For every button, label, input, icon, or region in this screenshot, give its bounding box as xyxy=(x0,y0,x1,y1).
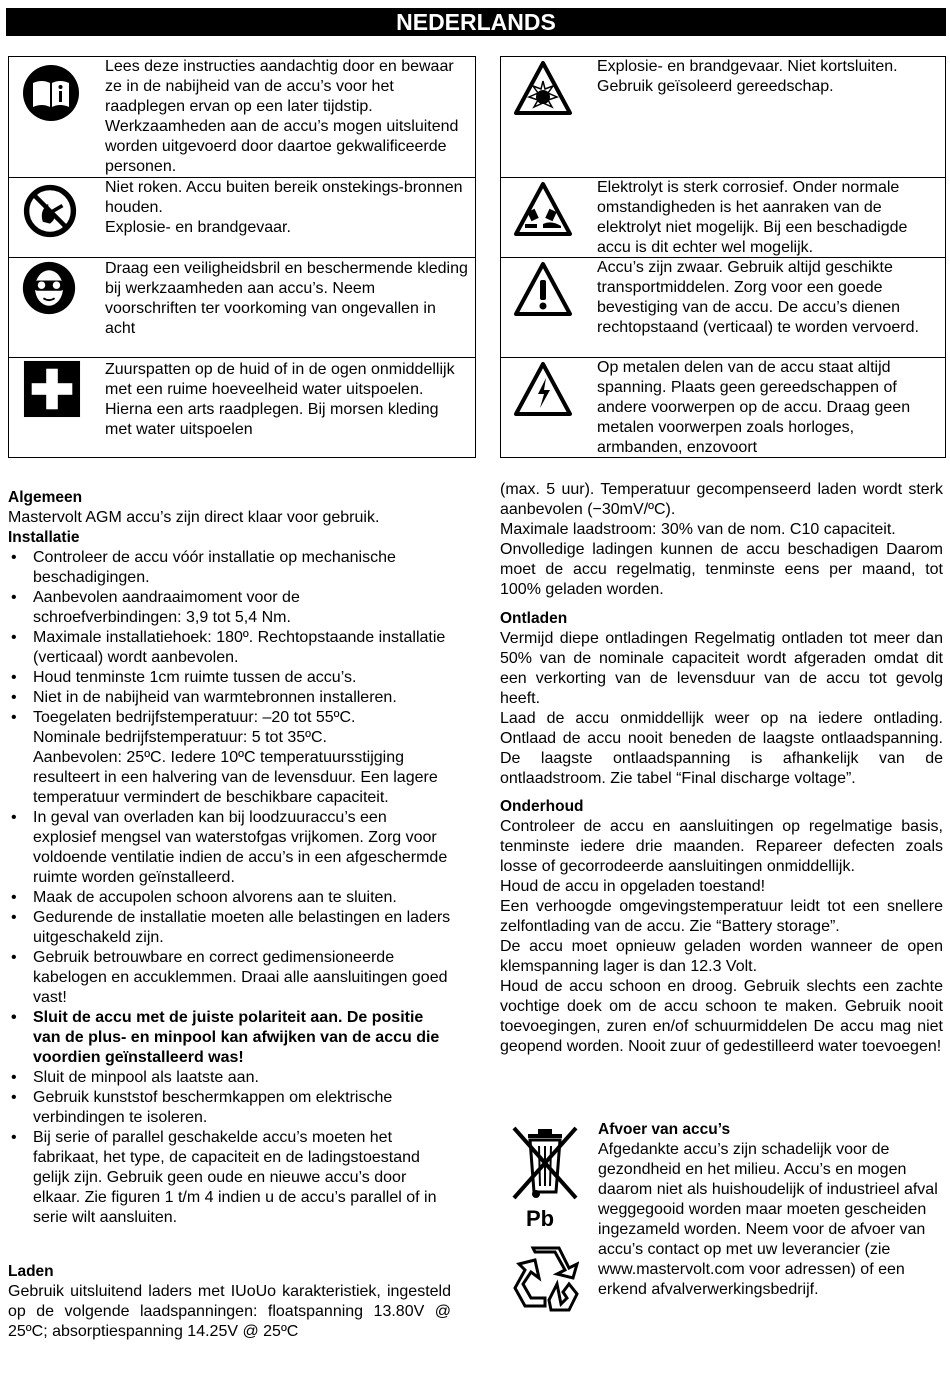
list-item: • Controleer de accu vóór installatie op mechanische beschadigingen. xyxy=(8,548,451,588)
warning-text: Accu’s zijn zwaar. Gebruik altijd geschikte transportmiddelen. Zorg voor een goede bevestiging van de accu. De accu’s dienen rechtopstaand (verticaal) te worden vervoerd. xyxy=(597,259,919,336)
warning-row xyxy=(501,178,945,258)
onderhoud-text: Controleer de accu en aansluitingen op regelmatige basis, tenminste iedere drie maanden. Repareer defecten zoals losse of gecorrodeerde aansluitingen onmiddellijk. xyxy=(500,818,943,875)
laden-continued-text: Maximale laadstroom: 30% van de nom. C10 capaciteit. xyxy=(500,521,896,538)
laden-section xyxy=(8,1262,451,1342)
laden-continued-text: (max. 5 uur). Temperatuur gecompenseerd laden wordt sterk aanbevolen (−30mV/ºC). xyxy=(500,481,943,518)
section-heading-afvoer: Afvoer van accu’s xyxy=(598,1121,731,1138)
section-heading-onderhoud: Onderhoud xyxy=(500,798,584,815)
installatie-list xyxy=(8,548,451,1228)
section-heading-installatie: Installatie xyxy=(8,529,80,546)
warning-text: Lees deze instructies aandachtig door en bewaar ze in de nabijheid van de accu’s voor het raadplegen ervan op een later tijdstip. Werkzaamheden aan de accu’s mogen uitsluitend worden uitgevoerd door daartoe gekwalificeerde personen. xyxy=(105,58,459,175)
onderhoud-text: Houd de accu schoon en droog. Gebruik slechts een zachte vochtige doek om de accu schoon te maken. Gebruik nooit toevoegingen, zuren en/of schuurmiddelen De accu mag niet geopend worden. Nooit zuur of gedestilleerd water toevoegen! xyxy=(500,978,943,1055)
section-heading-algemeen: Algemeen xyxy=(8,489,83,506)
warning-row xyxy=(501,57,945,178)
ontladen-text: Laad de accu onmiddellijk weer op na iedere ontlading. Ontlaad de accu nooit beneden de laagste ontlaadspanning. De laagste ontlaadspanning is afhankelijk van de ontlaadstroom. Zie tabel “Final discharge voltage”. xyxy=(500,710,943,787)
section-heading-laden: Laden xyxy=(8,1263,54,1280)
ontladen-text: Vermijd diepe ontladingen Regelmatig ontladen tot meer dan 50% van de nominale capaciteit wordt afgeraden omdat dit een verkorting van de levensduur van de accu tot gevolg heeft. xyxy=(500,630,943,707)
list-item: • Sluit de minpool als laatste aan. xyxy=(8,1068,451,1088)
warning-row xyxy=(9,178,475,258)
recycle-icon xyxy=(511,1244,579,1314)
safety-goggles-icon xyxy=(21,260,77,316)
list-item: • Toegelaten bedrijfstemperatuur: –20 tot 55ºC. Nominale bedrijfstemperatuur: 5 tot 35ºC. Aanbevolen: 25ºC. Iedere 10ºC temperatuursstijging resulteert in een halvering van de levensduur. Een lagere temperatuur vermindert de beschikbare capaciteit. xyxy=(8,708,451,808)
laden-text: Gebruik uitsluitend laders met IUoUo karakteristiek, ingesteld op de volgende laadspanningen: floatspanning 13.80V @ 25ºC; absorptiespanning 14.25V @ 25ºC xyxy=(8,1283,451,1340)
warning-text: Zuurspatten op de huid of in de ogen onmiddellijk met een ruime hoeveelheid water uitspoelen. Hierna een arts raadplegen. Bij morsen kleding met water uitspoelen xyxy=(105,361,455,438)
warning-text: Draag een veiligheidsbril en beschermende kleding bij werkzaamheden aan accu’s. Neem voorschriften ter voorkoming van ongevallen in acht xyxy=(105,260,468,337)
onderhoud-text: Een verhoogde omgevingstemperatuur leidt tot een snellere zelfontlading van de accu. Zie “Battery storage”. xyxy=(500,898,943,935)
list-item: • Maximale installatiehoek: 180º. Rechtopstaande installatie (verticaal) wordt aanbevolen. xyxy=(8,628,451,668)
warning-row xyxy=(9,258,475,358)
warning-row xyxy=(9,358,475,459)
right-column xyxy=(500,480,943,1057)
list-item: • Aanbevolen aandraaimoment voor de schroefverbindingen: 3,9 tot 5,4 Nm. xyxy=(8,588,451,628)
read-manual-icon xyxy=(21,63,81,123)
warning-text: Elektrolyt is sterk corrosief. Onder normale omstandigheden is het aanraken van de elektrolyt niet mogelijk. Bij een beschadigde accu is dit echter wel mogelijk. xyxy=(597,179,908,256)
left-column xyxy=(8,488,451,1228)
warning-row xyxy=(501,358,945,459)
explosion-warning-icon xyxy=(513,59,573,119)
onderhoud-text: De accu moet opnieuw geladen worden wanneer de open klemspanning lager is dan 12.3 Volt. xyxy=(500,938,943,975)
list-item: • Gedurende de installatie moeten alle belastingen en laders uitgeschakeld zijn. xyxy=(8,908,451,948)
section-heading-ontladen: Ontladen xyxy=(500,610,568,627)
list-item: • Houd tenminste 1cm ruimte tussen de accu’s. xyxy=(8,668,451,688)
laden-continued-text: Onvolledige ladingen kunnen de accu beschadigen Daarom moet de accu regelmatig, tenminste eens per maand, tot 100% geladen worden. xyxy=(500,541,943,598)
warning-text: Op metalen delen van de accu staat altijd spanning. Plaats geen gereedschappen of andere voorwerpen op de accu. Draag geen metalen voorwerpen zoals horloges, armbanden, enzovoort xyxy=(597,359,911,456)
warnings-table-left xyxy=(8,56,476,458)
list-item: • In geval van overladen kan bij loodzuuraccu’s een explosief mengsel van waterstofgas vrijkomen. Zorg voor voldoende ventilatie indien de accu’s in een afgeschermde ruimte worden geïnstalleerd. xyxy=(8,808,451,888)
crossed-bin-icon xyxy=(508,1124,582,1230)
warning-row xyxy=(501,258,945,358)
warning-row xyxy=(9,57,475,178)
list-item: • Bij serie of parallel geschakelde accu’s moeten het fabrikaat, het type, de capaciteit en de ladingstoestand gelijk zijn. Gebruik geen oude en nieuwe accu’s door elkaar. Zie figuren 1 t/m 4 indien u de accu’s parallel of in serie wilt aansluiten. xyxy=(8,1128,451,1228)
algemeen-text: Mastervolt AGM accu’s zijn direct klaar voor gebruik. xyxy=(8,509,380,526)
list-item: • Gebruik kunststof beschermkappen om elektrische verbindingen te isoleren. xyxy=(8,1088,451,1128)
warning-text: Explosie- en brandgevaar. Niet kortsluiten. Gebruik geïsoleerd gereedschap. xyxy=(597,58,898,95)
onderhoud-text: Houd de accu in opgeladen toestand! xyxy=(500,878,766,895)
warning-text: Niet roken. Accu buiten bereik onstekings-bronnen houden. Explosie- en brandgevaar. xyxy=(105,179,463,236)
page-title: NEDERLANDS xyxy=(6,8,946,36)
no-smoking-icon xyxy=(23,184,77,238)
pb-label: Pb xyxy=(526,1206,555,1230)
list-item: • Maak de accupolen schoon alvorens aan te sluiten. xyxy=(8,888,451,908)
general-warning-icon xyxy=(513,260,573,320)
afvoer-section xyxy=(598,1120,943,1300)
warnings-table-right xyxy=(500,56,946,458)
list-item: • Sluit de accu met de juiste polariteit aan. De positie van de plus- en minpool kan afwijken van de accu die voordien geïnstalleerd was! xyxy=(8,1008,451,1068)
afvoer-text: Afgedankte accu’s zijn schadelijk voor de gezondheid en het milieu. Accu’s en mogen daarom niet als huishoudelijk of industrieel afval weggegooid worden maar moeten gescheiden ingezameld worden. Neem voor de afvoer van accu’s contact op met uw leverancier (zie www.mastervolt.com voor adressen) of een erkend afvalverwerkingsbedrijf. xyxy=(598,1141,938,1298)
electric-warning-icon xyxy=(513,360,573,420)
list-item: • Gebruik betrouwbare en correct gedimensioneerde kabelogen en accuklemmen. Draai alle aansluitingen goed vast! xyxy=(8,948,451,1008)
first-aid-icon xyxy=(23,360,81,418)
corrosive-warning-icon xyxy=(513,180,573,240)
list-item: • Niet in de nabijheid van warmtebronnen installeren. xyxy=(8,688,451,708)
